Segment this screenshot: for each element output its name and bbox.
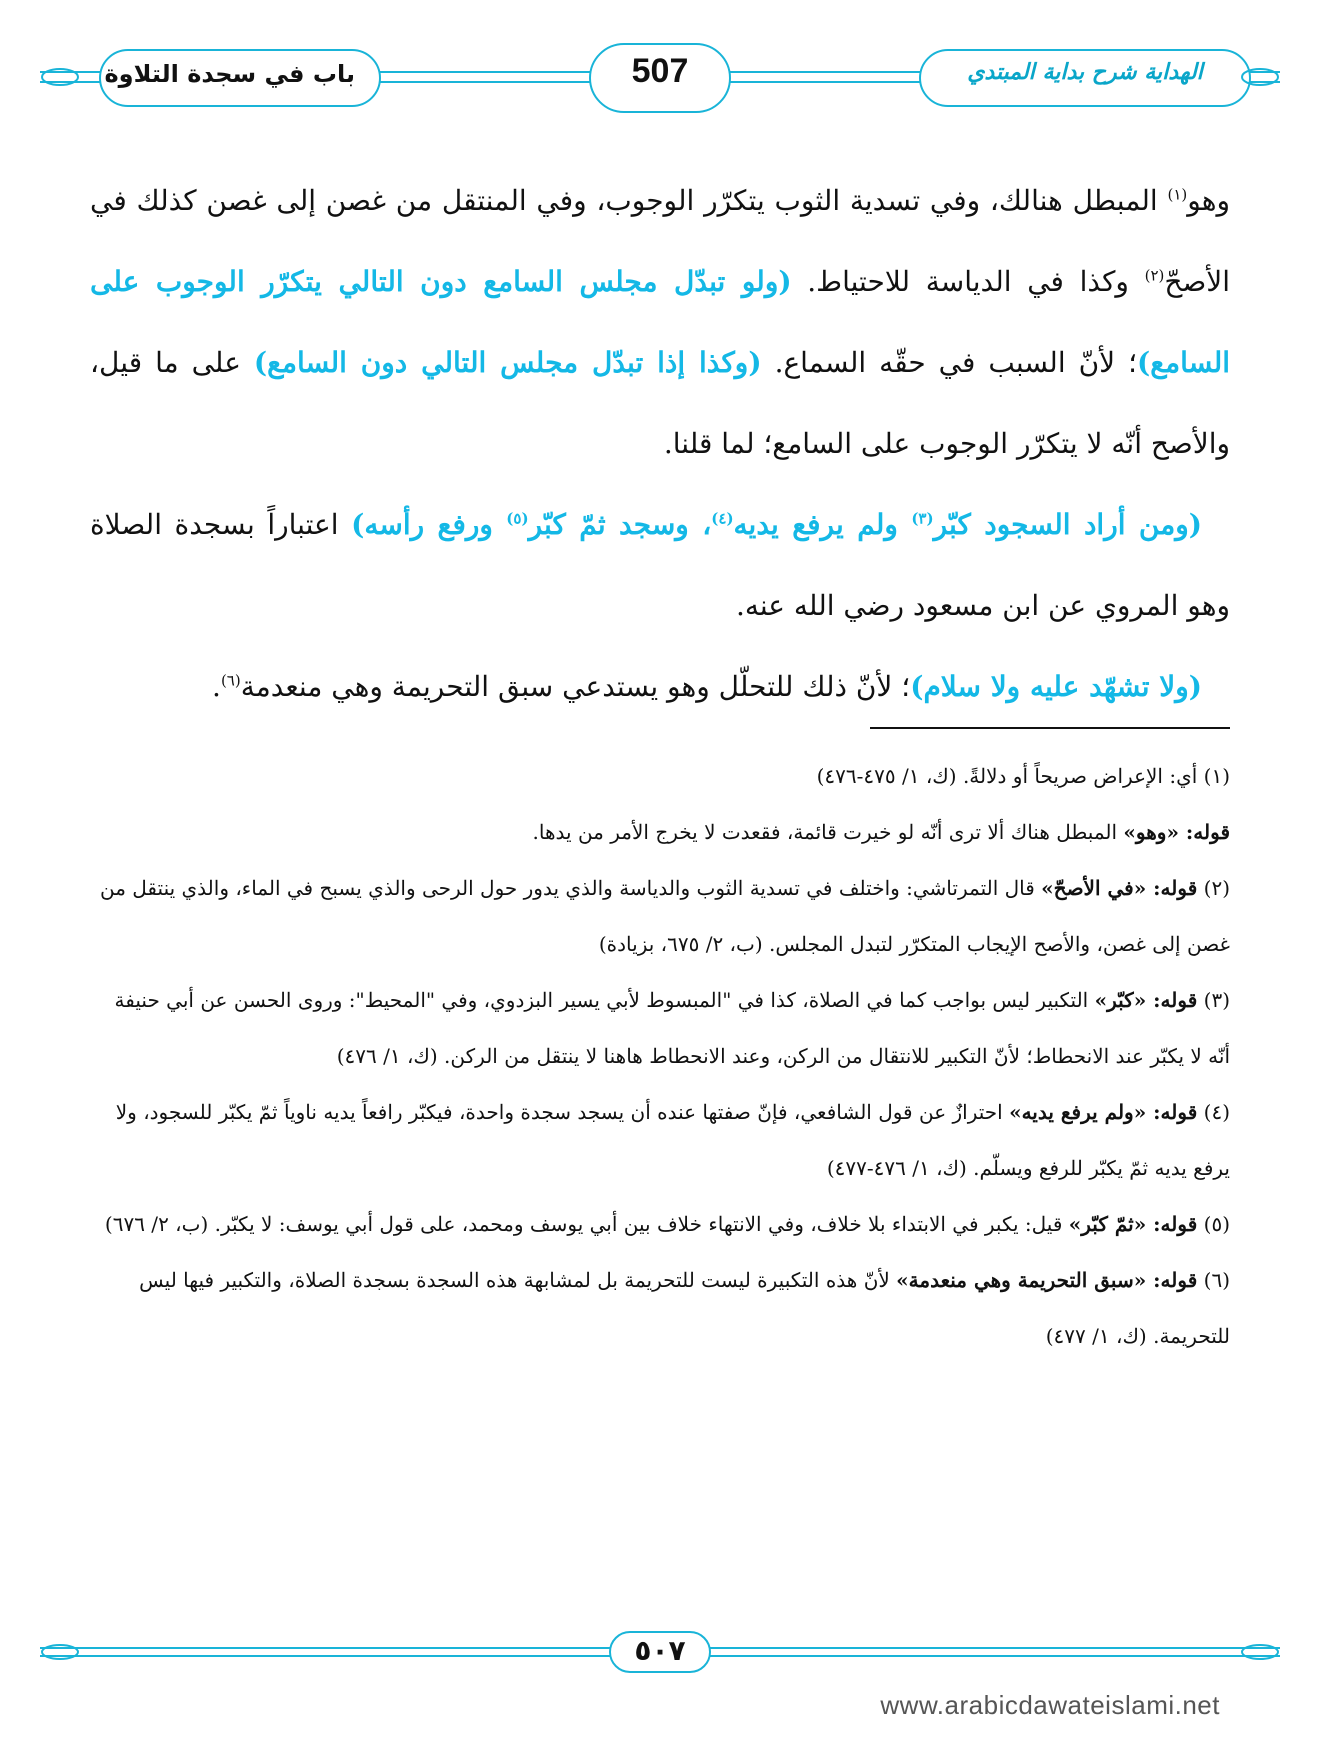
matn-text: (ولو تبدّل مجلس السامع دون التالي يتكرّر الوجوب على السامع) — [90, 265, 1230, 379]
footnote-number: (٤) — [1197, 1100, 1230, 1124]
text-span: اعتباراً بسجدة الصلاة وهو المروي عن ابن مسعود رضي الله عنه. — [90, 508, 1230, 622]
footnote-number: (٥) — [1197, 1212, 1230, 1236]
footnote-text: قال التمرتاشي: واختلف في تسدية الثوب والدياسة والذي يدور حول الرحى والذي يسبح في الماء، والذي ينتقل من غصن إلى غصن، والأصح الإيجاب المتكرّر لتبدل المجلس. (ب، ٢/ ٦٧٥، بزيادة) — [99, 876, 1230, 956]
footnote-text: التكبير ليس بواجب كما في الصلاة، كذا في "المبسوط لأبي يسير البزدوي، وفي "المحيط": وروى الحسن عن أبي حنيفة أنّه لا يكبّر عند الانحطاط؛ لأنّ التكبير للانتقال من الركن، وعند الانحطاط هاهنا لا ينتقل من الركن. (ك، ١/ ٤٧٦) — [114, 988, 1230, 1068]
footnote-keyword: قوله: «ثمّ كبّر» — [1068, 1212, 1198, 1236]
page-header — [30, 38, 1290, 118]
matn-text: ولم يرفع يديه — [733, 508, 912, 541]
footnote-number: (٦) — [1197, 1268, 1230, 1292]
footnote-keyword: قوله: «سبق التحريمة وهي منعدمة» — [896, 1268, 1198, 1292]
text-span: . — [212, 670, 221, 703]
page-footer — [30, 1628, 1290, 1676]
website-url[interactable]: www.arabicdawateislami.net — [880, 1690, 1220, 1720]
footnote-keyword: قوله: «في الأصحّ» — [1041, 876, 1198, 900]
text-span: المبطل هنالك، وفي تسدية الثوب يتكرّر الوجوب، وفي المنتقل من غصن إلى غصن كذلك في الأصحّ — [90, 184, 1230, 298]
matn-text: (ومن أراد السجود كبّر — [933, 508, 1202, 541]
footnote-ref[interactable]: (٣) — [911, 509, 934, 528]
footnote-5 — [90, 1196, 1230, 1252]
matn-text: ورفع رأسه) — [351, 508, 507, 541]
footnotes — [90, 748, 1230, 1364]
page-number-bottom: ٥٠٧ — [634, 1634, 686, 1667]
footnote-1 — [90, 748, 1230, 860]
footnote-number: (٣) — [1197, 988, 1230, 1012]
footnote-divider — [870, 727, 1230, 729]
footnote-text: احترازٌ عن قول الشافعي، فإنّ صفتها عنده أن يسجد سجدة واحدة، فيكبّر رافعاً يديه ناوياً ثمّ يكبّر للسجود، ولا يرفع يديه ثمّ يكبّر للرفع ويسلّم. (ك، ١/ ٤٧٦-٤٧٧) — [115, 1100, 1230, 1180]
footnote-text: (١) أي: الإعراض صريحاً أو دلالةً. (ك، ١/ ٤٧٥-٤٧٦) — [816, 764, 1230, 788]
footnote-text: لأنّ هذه التكبيرة ليست للتحريمة بل لمشابهة هذه السجدة بسجدة الصلاة، والتكبير فيها ليس للتحريمة. (ك، ١/ ٤٧٧) — [139, 1268, 1230, 1348]
book-title: الهداية شرح بداية المبتدي — [967, 60, 1203, 85]
paragraph-2 — [90, 484, 1230, 646]
matn-text: ، وسجد ثمّ كبّر — [528, 508, 712, 541]
footnote-ref[interactable]: (٢) — [1144, 266, 1165, 285]
footnote-ref[interactable]: (٥) — [506, 509, 529, 528]
text-span: ؛ لأنّ السبب في حقّه السماع. — [761, 346, 1138, 379]
footnote-number: (٢) — [1197, 876, 1230, 900]
matn-text: (وكذا إذا تبدّل مجلس التالي دون السامع) — [253, 346, 762, 379]
text-span: على ما قيل، والأصح أنّه لا يتكرّر الوجوب على السامع؛ لما قلنا. — [90, 346, 1230, 460]
footnote-4 — [90, 1084, 1230, 1196]
footnote-keyword: قوله: «ولم يرفع يديه» — [1009, 1100, 1198, 1124]
footnote-ref[interactable]: (١) — [1167, 185, 1188, 204]
paragraph-3 — [90, 646, 1230, 727]
footnote-text: قيل: يكبر في الابتداء بلا خلاف، وفي الانتهاء خلاف بين أبي يوسف ومحمد، على قول أبي يوسف: لا يكبّر. (ب، ٢/ ٦٧٦) — [104, 1212, 1069, 1236]
chapter-title: باب في سجدة التلاوة — [104, 60, 355, 88]
text-span: وهو — [1187, 184, 1230, 217]
footnote-ref[interactable]: (٤) — [711, 509, 734, 528]
footnote-ref[interactable]: (٦) — [220, 671, 241, 690]
page-number-top: 507 — [631, 52, 689, 90]
paragraph-1 — [90, 160, 1230, 484]
footnote-2 — [90, 860, 1230, 972]
text-span: وكذا في الدياسة للاحتياط. — [791, 265, 1145, 298]
footnote-text: المبطل هناك ألا ترى أنّه لو خيرت قائمة، فقعدت لا يخرج الأمر من يدها. — [532, 820, 1124, 844]
footnote-3 — [90, 972, 1230, 1084]
matn-text: (ولا تشهّد عليه ولا سلام) — [910, 670, 1202, 703]
footnote-keyword: قوله: «وهو» — [1123, 820, 1230, 844]
footnote-6 — [90, 1252, 1230, 1364]
footnote-keyword: قوله: «كبّر» — [1094, 988, 1198, 1012]
main-text — [90, 160, 1230, 727]
text-span: ؛ لأنّ ذلك للتحلّل وهو يستدعي سبق التحريمة وهي منعدمة — [240, 670, 911, 703]
